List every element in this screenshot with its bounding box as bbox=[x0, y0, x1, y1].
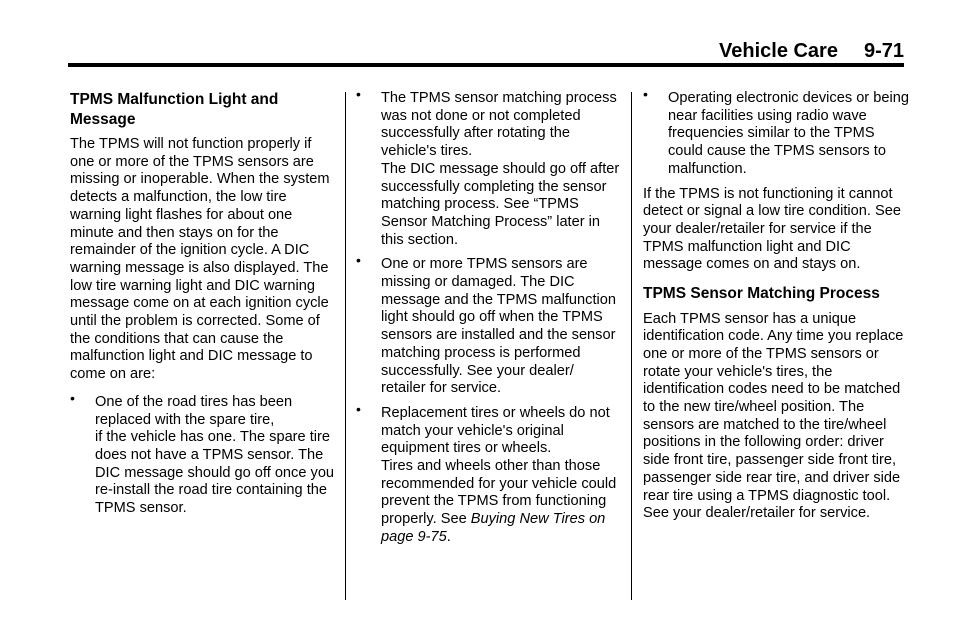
link-suffix: . bbox=[446, 528, 451, 545]
column-1 bbox=[70, 90, 336, 525]
list-item-text-part: Tires and wheels other than those recommended for your vehicle could prevent the TPMS from functioning properly. See bbox=[381, 458, 617, 528]
bullet-icon: • bbox=[356, 400, 361, 417]
list-item bbox=[356, 400, 622, 547]
column-3 bbox=[643, 86, 909, 530]
list-item bbox=[643, 86, 909, 179]
list-item-text: One of the road tires has been replaced with the spare tire, bbox=[95, 393, 293, 428]
column-divider-2 bbox=[631, 92, 632, 600]
list-item-text: Replacement tires or wheels do not match your vehicle's original equipment tires or wheels. bbox=[381, 404, 610, 457]
page-number: 9-71 bbox=[863, 40, 904, 62]
bullet-icon: • bbox=[70, 389, 75, 406]
bullet-icon: • bbox=[643, 86, 648, 102]
list-item-text-continued: The DIC message should go off after successfully completing the sensor matching process. See “TPMS Sensor Matching Process” later in this section. bbox=[381, 160, 620, 248]
column-divider-1 bbox=[345, 92, 346, 600]
section-title: Vehicle Care bbox=[719, 40, 838, 62]
body-paragraph: If the TPMS is not functioning it cannot detect or signal a low tire condition. See your dealer/retailer for service if the TPMS malfunction light and DIC message comes on and stays on. bbox=[643, 185, 901, 273]
list-item-text-continued: if the vehicle has one. The spare tire does not have a TPMS sensor. The DIC message should go off once you re-install the road tire containing the TPMS sensor. bbox=[95, 429, 335, 517]
cross-reference-link[interactable]: Buying New Tires on page 9-75 bbox=[381, 511, 606, 545]
list-item bbox=[356, 86, 622, 249]
list-item bbox=[70, 389, 336, 518]
bullet-icon: • bbox=[356, 86, 361, 102]
section-heading-malfunction: TPMS Malfunction Light and Message bbox=[70, 91, 279, 128]
list-item bbox=[356, 252, 622, 398]
bullet-icon: • bbox=[356, 252, 361, 269]
list-item-text: The TPMS sensor matching process was not done or not completed successfully after rotating the vehicle's tires. bbox=[381, 90, 617, 160]
list-item-text-continued bbox=[381, 458, 622, 547]
header-rule bbox=[68, 63, 904, 67]
column-2 bbox=[356, 86, 622, 554]
page-header bbox=[68, 38, 904, 64]
body-paragraph: Each TPMS sensor has a unique identification code. Any time you replace one or more of the TPMS sensors or rotate your vehicle's tires, the identification codes need to be matched to the new tire/wheel position. The sensors are matched to the tire/wheel positions in the following order: driver side front tire, passenger side front tire, passenger side rear tire, and driver side rear tire using a TPMS diagnostic tool. See your dealer/retailer for service. bbox=[643, 310, 904, 522]
body-paragraph: The TPMS will not function properly if one or more of the TPMS sensors are missing or inoperable. When the system detects a malfunction, the low tire warning light flashes for about one minute and then stays on for the remainder of the ignition cycle. A DIC warning message is also displayed. The low tire warning light and DIC warning message come on at each ignition cycle until the problem is corrected. Some of the conditions that can cause the malfunction light and DIC message to come on are: bbox=[70, 136, 330, 383]
section-heading-sensor-matching: TPMS Sensor Matching Process bbox=[643, 285, 880, 303]
list-item-text: Operating electronic devices or being near facilities using radio wave frequencies similar to the TPMS could cause the TPMS sensors to malfunction. bbox=[668, 90, 909, 177]
list-item-text: One or more TPMS sensors are missing or damaged. The DIC message and the TPMS malfunction light should go off when the TPMS sensors are installed and the sensor matching process is performed successfully. See your dealer/ retailer for service. bbox=[381, 256, 616, 397]
